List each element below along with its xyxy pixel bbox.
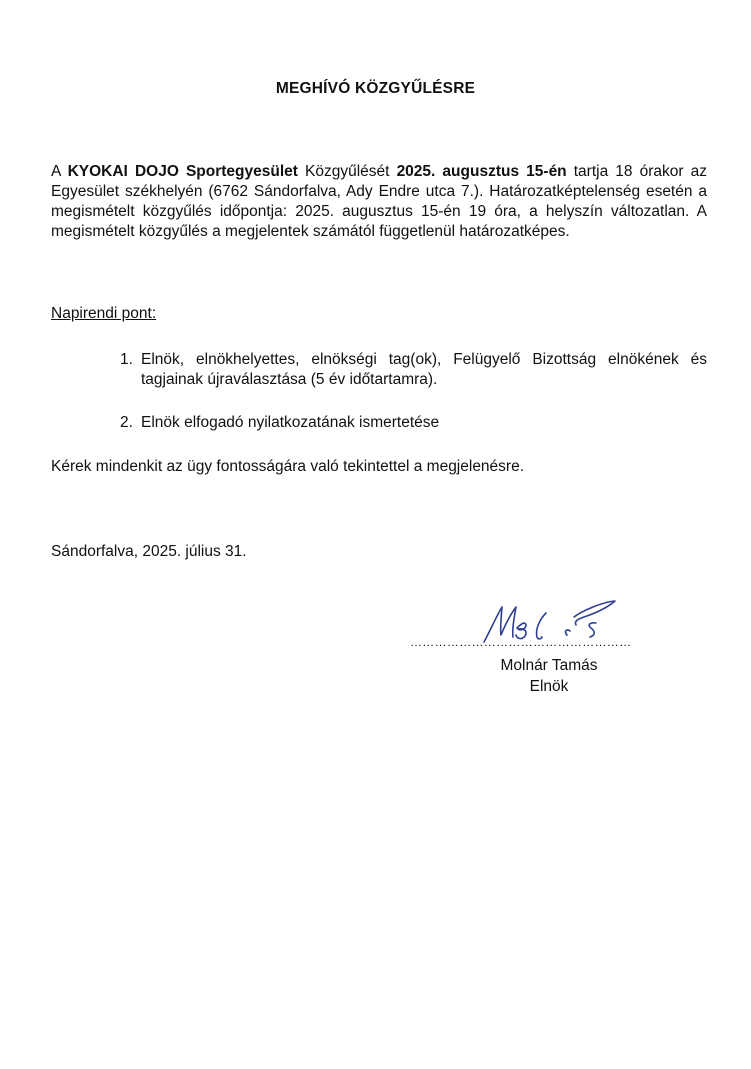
agenda-item-number: 2. — [120, 414, 133, 431]
intro-part2: Közgyűlését — [297, 163, 397, 180]
agenda-list — [120, 350, 707, 456]
signer-title: Elnök — [529, 678, 569, 695]
meeting-date: 2025. augusztus 15-én — [396, 163, 567, 180]
place-and-date: Sándorfalva, 2025. július 31. — [51, 543, 247, 560]
closing-sentence: Kérek mindenkit az ügy fontosságára való tekintettel a megjelenésre. — [51, 458, 525, 475]
agenda-item — [120, 350, 707, 390]
agenda-item-number: 1. — [120, 351, 133, 368]
intro-paragraph — [51, 162, 707, 242]
signer-name: Molnár Tamás — [500, 657, 598, 674]
agenda-item — [120, 413, 707, 433]
intro-part3: tartja 18 órakor az Egyesület székhelyén (6762 Sándorfalva, Ady Endre utca 7.). Határozatképtelenség esetén a megismételt közgyűlés időpontja: 2025. augusztus 15-én 19 óra, a helyszín változatlan. A megismételt közgyűlés a megjelentek számától függetlenül határozatképes. — [51, 163, 707, 240]
agenda-heading: Napirendi pont: — [51, 305, 157, 322]
document-title: MEGHÍVÓ KÖZGYŰLÉSRE — [275, 80, 476, 97]
agenda-item-text: Elnök, elnökhelyettes, elnökségi tag(ok), Felügyelő Bizottság elnökének és tagjainak újraválasztása (5 év időtartamra). — [141, 351, 707, 388]
intro-part1: A — [51, 163, 68, 180]
signature-line: ……………………………………………… — [410, 635, 632, 649]
org-name: KYOKAI DOJO Sportegyesület — [67, 163, 298, 180]
agenda-item-text: Elnök elfogadó nyilatkozatának ismertetése — [141, 414, 440, 431]
